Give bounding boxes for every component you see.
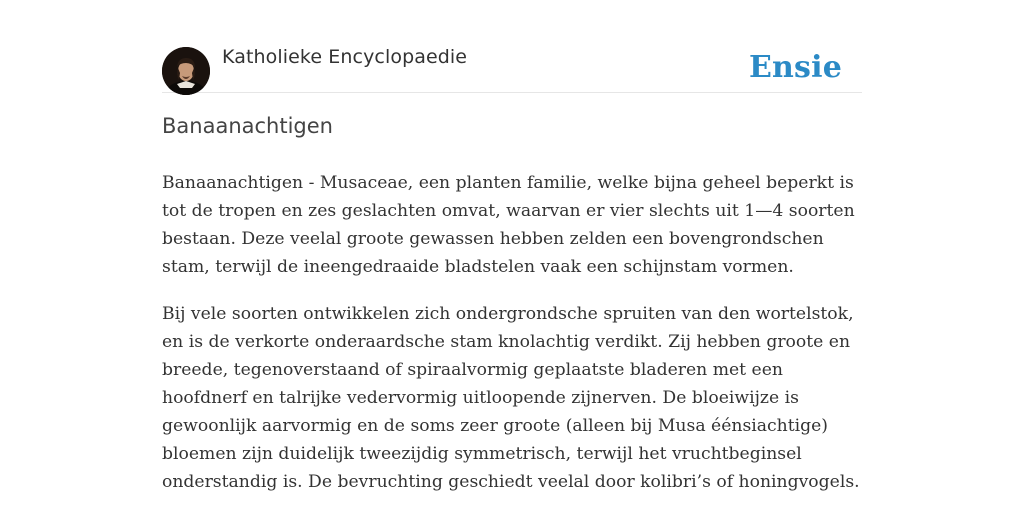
source-name[interactable]: Katholieke Encyclopaedie — [222, 46, 468, 68]
article-body — [162, 169, 862, 515]
paragraph: Banaanachtigen - Musaceae, een planten familie, welke bijna geheel beperkt is tot de tropen en zes geslachten omvat, waarvan er vier slechts uit 1—4 soorten bestaan. Deze veelal groote gewassen hebben zelden een bovengrondschen stam, terwijl de ineengedraaide bladstelen vaak een schijnstam vormen. — [162, 173, 855, 277]
avatar[interactable] — [162, 47, 210, 95]
header — [162, 44, 862, 93]
page-title: Banaanachtigen — [162, 114, 333, 138]
portrait-icon — [162, 47, 210, 95]
brand-logo[interactable]: Ensie — [748, 50, 842, 85]
paragraph: Bij vele soorten ontwikkelen zich ondergrondsche spruiten van den wortelstok, en is de verkorte onderaardsche stam knolachtig verdikt. Zij hebben groote en breede, tegenoverstaand of spiraalvormig geplaatste bladeren met een hoofdnerf en talrijke vedervormig uitloopende zijnerven. De bloeiwijze is gewoonlijk aarvormig en de soms zeer groote (alleen bij Musa éénsiachtige) bloemen zijn duidelijk tweezijdig symmetrisch, terwijl het vruchtbeginsel onderstandig is. De bevruchting geschiedt veelal door kolibri’s of honingvogels. — [162, 304, 860, 492]
